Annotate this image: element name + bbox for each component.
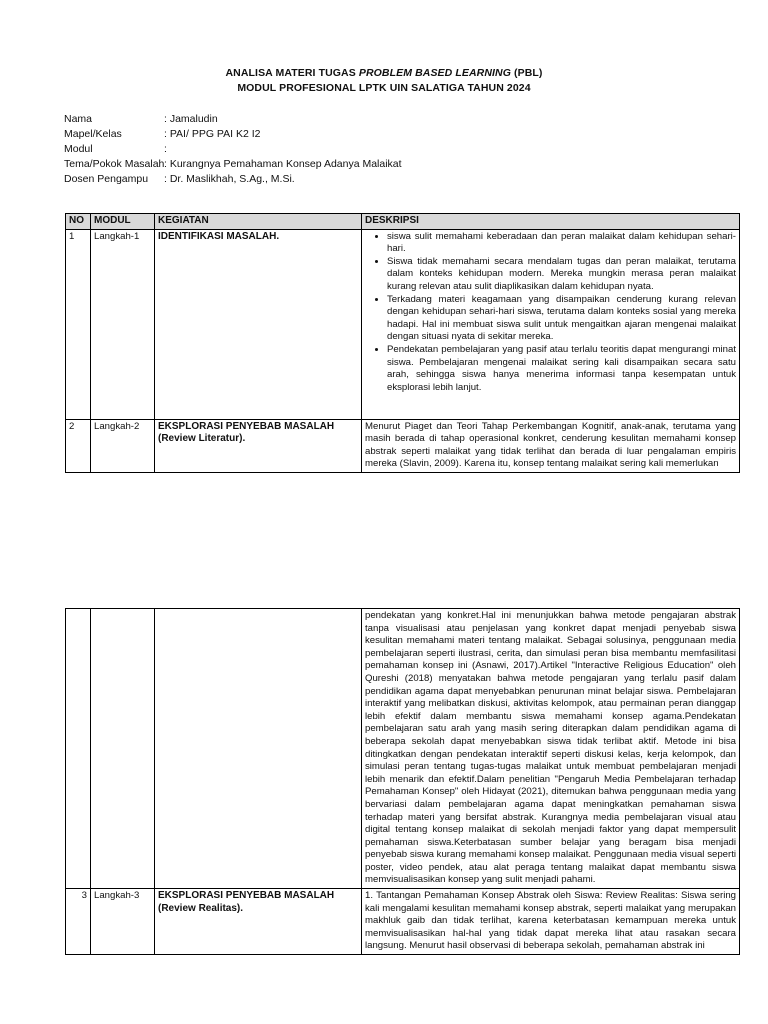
table-row [66,609,740,889]
deskripsi-bullet-list [365,231,736,395]
list-item: • Pendekatan pembelajaran yang pasif atau terlalu teoritis dapat mengurangi minat siswa. Pembelajaran mengenai malaikat sering kali disampaikan secara satu arah, sehingga siswa hanya menerima informasi tanpa kesempatan untuk eksplorasi lebih lanjut. [387,344,736,394]
list-item: • Terkadang materi keagamaan yang disampaikan cenderung kurang relevan dengan kehidupan sehari-hari siswa, terutama dalam konteks sosial yang mereka hadapi. Hal ini membuat siswa sulit untuk mengaitkan ajaran mengenai malaikat dengan situasi nyata di sekitar mereka. [387,294,736,344]
row-no: 2 [66,419,91,472]
row-kegiatan: EKSPLORASI PENYEBAB MASALAH (Review Literatur). [155,419,362,472]
table-row [66,419,740,472]
header-kegiatan: KEGIATAN [155,214,362,230]
header-deskripsi: DESKRIPSI [362,214,740,230]
header-modul: MODUL [91,214,155,230]
table-row [66,229,740,419]
row-deskripsi: 1. Tantangan Pemahaman Konsep Abstrak oleh Siswa: Review Realitas: Siswa sering kali mengalami kesulitan memahami konsep abstrak, seperti malaikat yang merupakan makhluk gaib dan tidak terlihat, karena keterbatasan kemampuan mereka untuk memvisualisasikan hal-hal yang tidak dapat mereka lihat atau rasakan secara langsung. Menurut hasil observasi di beberapa sekolah, pemahaman abstrak ini [362,889,740,955]
meta-row-dosen: Dosen Pengampu : Dr. Maslikhah, S.Ag., M.Si. [64,173,295,185]
row-deskripsi: Menurut Piaget dan Teori Tahap Perkembangan Kognitif, anak-anak, terutama yang masih berada di tahap operasional konkret, cenderung kesulitan memahami konsep abstrak seperti malaikat yang tidak terlihat dan berada di luar pengalaman empiris mereka (Slavin, 2009). Karena itu, konsep tentang malaikat sering kali memerlukan [362,419,740,472]
table-header-row [66,214,740,230]
row-deskripsi [362,229,740,419]
list-item: • siswa sulit memahami keberadaan dan peran malaikat dalam kehidupan sehari-hari. [387,231,736,256]
row-modul: Langkah-3 [91,889,155,955]
row-no: 1 [66,229,91,419]
meta-row-nama: Nama : Jamaludin [64,113,218,125]
row-modul: Langkah-2 [91,419,155,472]
document-title: ANALISA MATERI TUGAS PROBLEM BASED LEARNING (PBL) [225,67,543,79]
meta-row-mapel: Mapel/Kelas : PAI/ PPG PAI K2 I2 [64,128,261,140]
meta-row-modul: Modul : [64,143,167,155]
analysis-table-page-1 [65,213,740,473]
table-row [66,889,740,955]
meta-row-tema: Tema/Pokok Masalah : Kurangnya Pemahaman Konsep Adanya Malaikat [64,158,402,170]
analysis-table-page-2 [65,608,740,955]
header-no: NO [66,214,91,230]
document-subtitle: MODUL PROFESIONAL LPTK UIN SALATIGA TAHUN 2024 [237,82,531,94]
row-kegiatan: EKSPLORASI PENYEBAB MASALAH (Review Realitas). [155,889,362,955]
row-deskripsi: pendekatan yang konkret.Hal ini menunjukkan bahwa metode pengajaran abstrak tanpa visualisasi atau penjelasan yang konkret dapat menjadi penyebab siswa kesulitan memahami materi tentang malaikat. Sebagai solusinya, penggunaan media pembelajaran seperti ilustrasi, cerita, dan simulasi peran bisa membantu memfasilitasi pemahaman konsep ini (Asnawi, 2017).Artikel "Interactive Religious Education" oleh Qureshi (2018) menyatakan bahwa metode pengajaran yang terlalu pasif dalam pendidikan agama dapat menyebabkan penurunan minat belajar siswa. Pembelajaran interaktif yang melibatkan diskusi, aktivitas kelompok, atau permainan peran dianggap lebih efektif dalam membantu siswa memahami konsep agama.Pendekatan pembelajaran satu arah yang masih sering diterapkan dalam pendidikan agama di beberapa sekolah dapat menyebabkan siswa tidak terlibat aktif. Metode ini bisa ditingkatkan dengan pendekatan interaktif seperti diskusi kelas, kerja kelompok, dan simulasi peran tentang tugas-tugas malaikat untuk membuat pembelajaran menjadi lebih menarik dan efektif.Dalam penelitian "Pengaruh Media Pembelajaran terhadap Pemahaman Konsep" oleh Hidayat (2021), ditemukan bahwa penggunaan media yang bervariasi dalam pembelajaran agama dapat meningkatkan pemahaman siswa terhadap materi yang bersifat abstrak. Kurangnya media pembelajaran visual atau digital tentang konsep malaikat di sekolah menjadi faktor yang dapat mempersulit pemahaman siswa.Keterbatasan sumber belajar yang beragam bisa menjadi penyebab siswa kurang memahami konsep malaikat. Penggunaan media visual seperti poster, video pendek, atau alat peraga tentang malaikat dapat membantu siswa memvisualisasikan konsep yang sulit menjadi pahami. [362,609,740,889]
row-kegiatan: IDENTIFIKASI MASALAH. [155,229,362,419]
row-modul: Langkah-1 [91,229,155,419]
row-no: 3 [66,889,91,955]
list-item: • Siswa tidak memahami secara mendalam tugas dan peran malaikat, terutama dalam konteks kehidupan modern. Mereka mungkin merasa peran malaikat kurang relevan atau sulit diaplikasikan dalam kehidupan nyata. [387,256,736,294]
document-meta [64,112,402,187]
document-page-2 [0,540,768,1024]
